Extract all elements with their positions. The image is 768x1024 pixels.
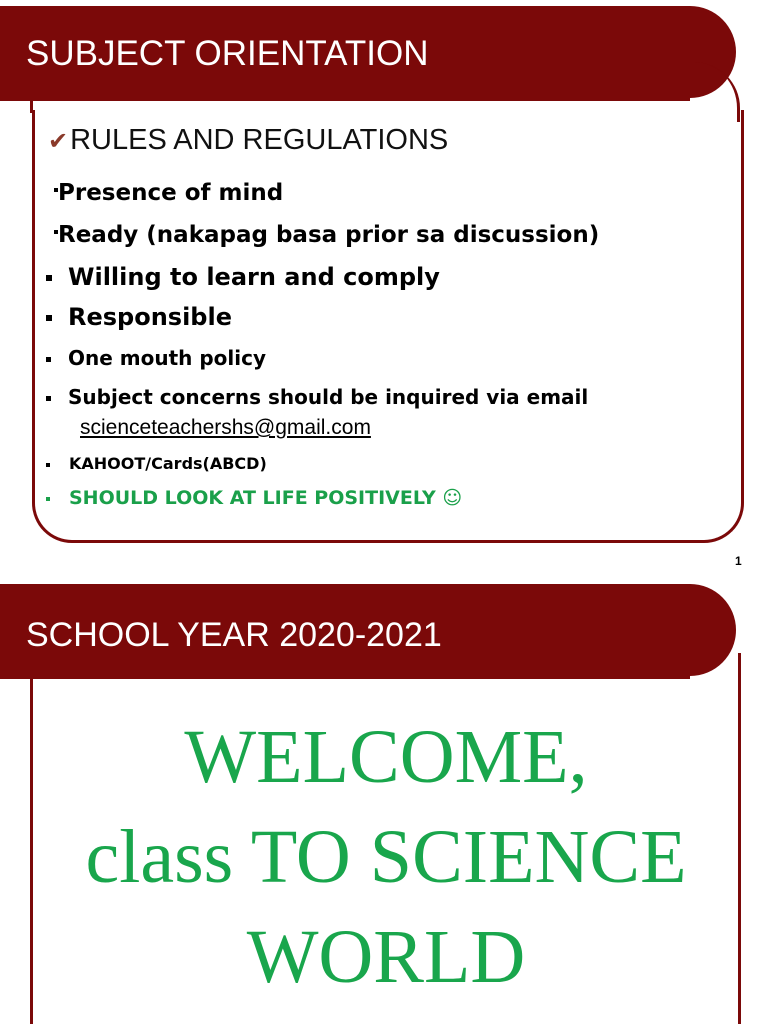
check-mark-icon: ✔: [48, 127, 69, 155]
frame-left-line: [30, 679, 33, 1024]
rule-item: [46, 346, 266, 370]
rule-text: Presence of mind: [58, 180, 284, 206]
welcome-line: class TO SCIENCE: [85, 815, 687, 899]
page-number: 1: [735, 554, 742, 568]
rule-text: Ready (nakapag basa prior sa discussion): [58, 222, 600, 248]
rule-text: SHOULD LOOK AT LIFE POSITIVELY ☺: [69, 487, 463, 509]
title-underline: [0, 98, 690, 101]
rule-text: Subject concerns should be inquired via email: [68, 385, 589, 409]
rule-item: [46, 385, 588, 409]
rule-item-positive: [46, 487, 462, 509]
rule-text: KAHOOT/Cards(ABCD): [69, 454, 267, 473]
title-underline: [0, 676, 690, 679]
welcome-line: WORLD: [246, 915, 526, 999]
bullet-icon: [46, 315, 52, 321]
email-link[interactable]: scienceteachershs@gmail.com: [80, 416, 371, 439]
bullet-icon: [46, 396, 51, 401]
rule-text: One mouth policy: [68, 346, 267, 370]
rule-item: [46, 454, 267, 473]
bullet-icon: [46, 275, 52, 281]
rule-item: [54, 222, 599, 248]
rule-item: [46, 263, 440, 291]
slide-title: SUBJECT ORIENTATION: [26, 34, 429, 73]
frame-right-line: [738, 653, 741, 1024]
rule-text: Responsible: [68, 303, 232, 331]
slide-school-year: [0, 578, 768, 1024]
slide-title: SCHOOL YEAR 2020-2021: [26, 616, 442, 654]
rule-item: [54, 180, 283, 206]
rule-item: [46, 303, 232, 331]
bullet-icon: [46, 357, 51, 362]
subtitle-text: RULES AND REGULATIONS: [70, 124, 449, 156]
subtitle: [48, 124, 448, 157]
bullet-icon: [46, 463, 50, 467]
bullet-icon: [46, 497, 50, 501]
welcome-line: WELCOME,: [184, 715, 588, 799]
rule-text: Willing to learn and comply: [68, 263, 440, 291]
